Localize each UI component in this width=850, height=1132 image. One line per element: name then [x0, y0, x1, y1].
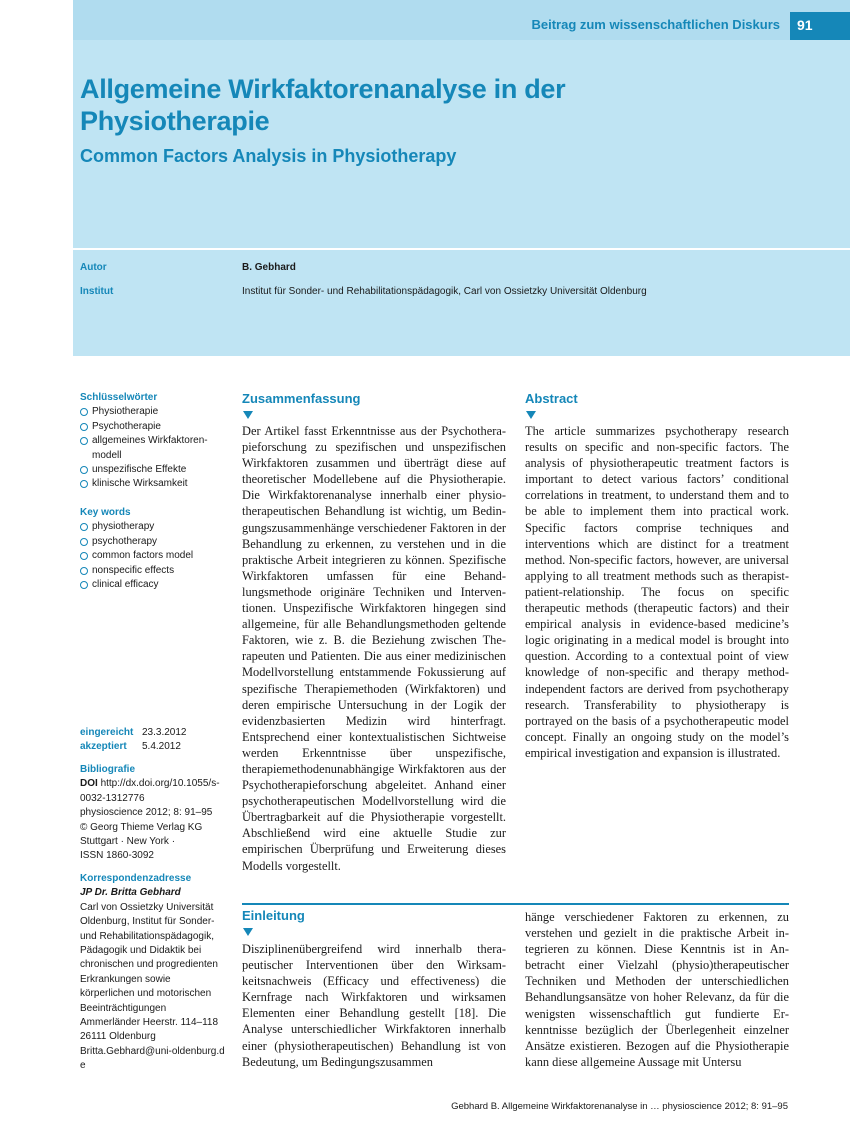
einleitung-heading: Einleitung — [242, 908, 305, 923]
doi-link[interactable]: http://dx.doi.org/10.1055/s-0032-1312776 — [80, 778, 220, 804]
keywords-german-list — [80, 405, 230, 491]
zusammenfassung-text: Der Artikel fasst Erkenntnisse aus der Psychotherapieforschung zu spezifischen und unspezifischen Wirkfaktoren zusammen und überträgt diese auf theoretischer Modellebene auf die Physiotherapie. Die Wirkfaktorenanalyse innerhalb einer physiotherapeutischen Behandlung ist wichtig, um Bedingungszusammenhänge verschiedener Faktoren in der Behandlung zu erkennen, zu verstehen und in die praktische Arbeit integrieren zu können. Spezifische Wirkfaktoren umfassen für eine Behandlungsmethode originäre Techniken und Interventionen. Unspezifische Wirkfaktoren hingegen sind allgemeine, für alle Behandlungsmethoden geltende Faktoren, wie z. B. die Beziehung zwischen Therapeuten und Patienten. Die aus einer medizinischen Modellvorstellung entstammende Fokussierung auf spezifische Therapiemethoden (Wirkfaktoren) und deren empirische Untersuchung in der Logik der evidenzbasierten Medizin wird hinterfragt. Entsprechend einer kontextualistischen Sichtweise werden Erkenntnisse über unspezifische, therapiemethodenunabhängige Wirkfaktoren aus der Psychotherapieforschung abgeleitet. Anhand einer psychotherapeutischen Modellvorstellung wird die Übertragbarkeit auf die Physiotherapie vorgestellt. Abschließend wird eine aktuelle Studie zur empirischen Überprüfung und Erweiterung dieses Modells vorgestellt. — [242, 424, 506, 873]
issn-line: ISSN 1860-3092 — [80, 850, 154, 862]
article-title-english: Common Factors Analysis in Physiotherapy — [80, 146, 457, 166]
einleitung-text-left: Disziplinenübergreifend wird innerhalb therapeutischer Interventionen über den Wirksamkeitsnachweis (Efficacy und effectiveness) die Kernfrage nach Wirkfaktoren und wirksamen Elementen einer Behandlung gestellt [18]. Die Analyse unterschiedlicher Wirkfaktoren innerhalb einer (physiotherapeutischen) Behandlung ist von Bedeutung, um Bedingungszusammen — [242, 942, 506, 1069]
keyword-en: common factors model — [80, 549, 230, 563]
article-title-german: Allgemeine Wirkfaktorenanalyse in der Physiotherapie — [80, 74, 566, 136]
correspondence-city: 26111 Oldenburg — [80, 1031, 156, 1043]
institute-value: Institut für Sonder- und Rehabilitationspädagogik, Carl von Ossietzky Universität Oldenburg — [242, 286, 647, 297]
submitted-label: eingereicht — [80, 727, 134, 738]
correspondent-name: JP Dr. Britta Gebhard — [80, 887, 181, 899]
page-number-box — [790, 12, 850, 40]
citation-line: physioscience 2012; 8: 91–95 — [80, 807, 213, 819]
triangle-marker-icon — [243, 928, 253, 936]
keyword-de: klinische Wirksamkeit — [80, 477, 230, 491]
institute-label: Institut — [80, 286, 114, 297]
keyword-en: nonspecific effects — [80, 564, 230, 578]
submitted-row — [80, 726, 230, 740]
correspondence-heading: Korrespondenzadresse — [80, 873, 192, 884]
triangle-marker-icon — [243, 411, 253, 419]
keywords-english-block — [80, 506, 230, 592]
accepted-label: akzeptiert — [80, 741, 127, 752]
accepted-date: 5.4.2012 — [142, 741, 181, 752]
correspondence-address: Carl von Ossietzky Universität Oldenburg, Institut für Sonder- und Rehabilitationspädagogik, Pädagogik und Didaktik bei chronischen und progredienten Erkrankungen sowie körperlichen und motorischen Beeinträchtigungen — [80, 901, 218, 1014]
einleitung-text-right: hänge verschiedener Faktoren zu erkennen, zu verstehen und gezielt in die praktische Arbeit integrieren zu können. Diese Kenntnis ist in Anbetracht einer Vielzahl (physio)therapeutischer Techniken und Methoden der unterschiedlichen Behandlungsansätze von hoher Relevanz, da für die wenigsten wissenschaftlich gut fundierte Erkenntnisse bezüglich der Überlegenheit einzelner Ansätze existieren. Bezogen auf die Physiotherapie kann diese allgemeine Aussage mit Untersu — [525, 910, 789, 1069]
bibliography-block — [80, 763, 225, 864]
author-value: B. Gebhard — [242, 262, 296, 273]
keyword-en: psychotherapy — [80, 535, 230, 549]
correspondence-street: Ammerländer Heerstr. 114–118 — [80, 1017, 219, 1029]
dates-block — [80, 726, 230, 754]
correspondence-block — [80, 872, 225, 1074]
bibliography-heading: Bibliografie — [80, 764, 136, 775]
submitted-date: 23.3.2012 — [142, 727, 187, 738]
keyword-en: physiotherapy — [80, 520, 230, 534]
keywords-german-block — [80, 391, 230, 492]
keyword-en: clinical efficacy — [80, 578, 230, 592]
copyright-line: © Georg Thieme Verlag KG Stuttgart · New York · — [80, 821, 203, 848]
abstract-heading: Abstract — [525, 391, 578, 406]
keyword-de: unspezifische Effekte — [80, 463, 230, 477]
correspondence-email[interactable]: Britta.Gebhard@uni-oldenburg.de — [80, 1045, 225, 1072]
author-label: Autor — [80, 262, 107, 273]
keyword-de: Physiotherapie — [80, 405, 230, 419]
doi-label: DOI — [80, 778, 98, 790]
accepted-row — [80, 740, 230, 754]
running-head: Beitrag zum wissenschaftlichen Diskurs — [531, 17, 780, 32]
zusammenfassung-heading: Zusammenfassung — [242, 391, 361, 406]
keyword-de: Psychotherapie — [80, 420, 230, 434]
keyword-de: allgemeines Wirkfaktorenmodell — [80, 434, 230, 463]
doi-line — [80, 777, 225, 806]
section-rule — [242, 903, 789, 905]
author-info-band — [73, 250, 850, 356]
keywords-english-list — [80, 520, 230, 592]
footer-citation: Gebhard B. Allgemeine Wirkfaktorenanalyse in … physioscience 2012; 8: 91–95 — [451, 1101, 788, 1112]
keywords-german-heading: Schlüsselwörter — [80, 392, 158, 403]
triangle-marker-icon — [526, 411, 536, 419]
keywords-english-heading: Key words — [80, 507, 131, 518]
abstract-text: The article summarizes psychotherapy research results on specific and non-specific factors. The analysis of physiotherapeutic treatment factors is important to detect various factors’ conditional correlations in treatment, to understand them and to be able to implement them into practical work. Specific factors comprise techniques and interventions which are distinct for a treatment method. Non-specific factors, however, are universal applying to all treatment methods such as therapist-patient-relationship. The focus on specific therapeutic methods (therapeutic factors) and their empirical analysis in evidence-based medicine’s logic originating in a medical model is brought into question. According to a contextual point of view knowledge of non-specific and therapy method-independent factors are derived from psychotherapy research. Transferability to physiotherapy is portrayed on the basis of a psychotherapeutic model concept. Finally an ongoing study on the model’s empirical investigation and expansion is illustrated. — [525, 424, 789, 760]
page-number: 91 — [797, 17, 813, 33]
